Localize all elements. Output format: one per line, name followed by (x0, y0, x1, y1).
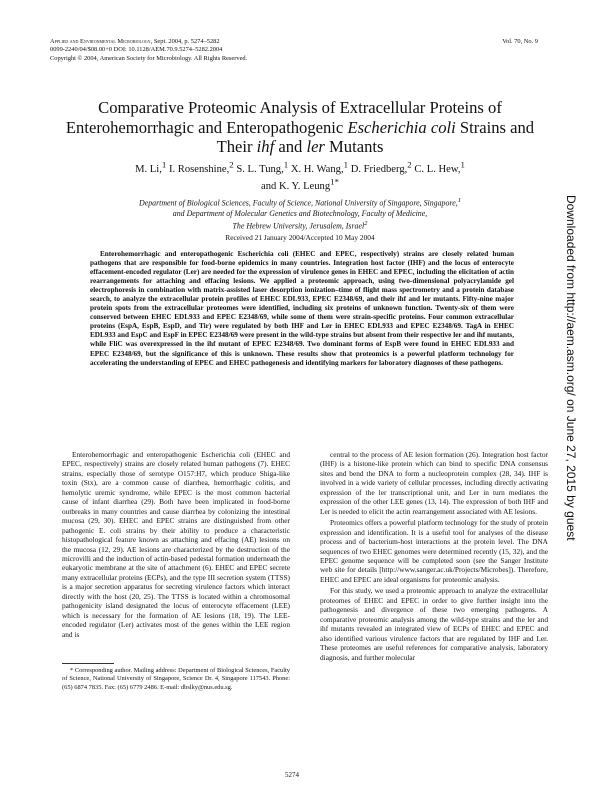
article-title: Comparative Proteomic Analysis of Extracellular Proteins of Enterohemorrhagic and Enteropathogenic Escherichia coli Strains and Their ihf and ler Mutants (65, 98, 535, 156)
page-number: 5274 (285, 771, 299, 779)
author: M. Li,$^1$ (135, 159, 167, 175)
journal-citation (50, 38, 410, 46)
abstract (90, 250, 514, 368)
author: I. Rosenshine,$^2$ (166, 159, 234, 175)
affiliation-3: The Hebrew University, Jerusalem, Israel$^2$ (232, 220, 368, 232)
received-dates: Received 21 January 2004/Accepted 10 May 2004 (225, 233, 375, 242)
body-column-left (62, 450, 290, 639)
body-paragraph: central to the process of AE lesion formation (26). Integration host factor (IHF) is a histone-like protein which can bind to specific DNA consensus sites and bend the DNA to form a nucleoprotein complex (28, 34). IHF is involved in a wide variety of cellular processes, including directly activating expression of the ler transcriptional unit, and Ler in turn mediates the expression of the other LEE genes (13, 14). The expression of both IHF and Ler is needed to elicit the actin rearrangement associated with AE lesions. (320, 450, 548, 516)
author: and K. Y. Leung$^{1*}$ (261, 176, 339, 193)
author: S. L. Tung,$^1$ (233, 159, 289, 175)
affiliations (50, 196, 550, 232)
issue-date: , Sept. 2004, p. 5274–5282 (150, 38, 220, 45)
doi-line: 0099-2240/04/$08.00+0 DOI: 10.1128/AEM.70.9.5274–5282.2004 (50, 46, 223, 54)
author-list (50, 158, 550, 193)
footnote-divider (62, 663, 114, 664)
corresponding-author-footnote: * Corresponding author. Mailing address: Department of Biological Sciences, Faculty of Science, National University of Singapore, Science Dr. 4, Singapore 117543. Phone: (65) 6874 7835. Fax: (65) 6779 2486. E-mail: dbslky@nus.edu.sg. (62, 667, 290, 691)
affiliation-1: Department of Biological Sciences, Faculty of Science, National University of Singapore, Singapore,$^1$ (139, 197, 461, 208)
author: C. L. Hew,$^1$ (411, 159, 465, 175)
affiliation-2: and Department of Molecular Genetics and Biotechnology, Faculty of Medicine, (172, 209, 428, 219)
author: X. H. Wang,$^1$ (288, 159, 349, 175)
journal-header (50, 38, 410, 63)
download-watermark: Downloaded from http://aem.asm.org/ on June 27, 2015 by guest (564, 195, 578, 541)
author: D. Friedberg,$^2$ (348, 159, 412, 175)
abstract-text: Enterohemorrhagic and enteropathogenic Escherichia coli (EHEC and EPEC, respectively) strains are closely related human pathogens that are responsible for food-borne epidemics in many countries. Integration host factor (IHF) and the locus of enterocyte effacement-encoded regulator (Ler) are needed for the expression of virulence genes in EHEC and EPEC, including the elicitation of actin rearrangements for attaching and effacing lesions. We applied a proteomic approach, using two-dimensional polyacrylamide gel electrophoresis in combination with matrix-assisted laser desorption ionization–time of flight mass spectrometry and a protein database search, to analyze the extracellular protein profiles of EHEC EDL933, EPEC E2348/69, and their ihf and ler mutants. Fifty-nine major protein spots from the extracellular proteomes were identified, including six proteins of unknown function. Twenty-six of them were conserved between EHEC EDL933 and EPEC E2348/69, while some of them were strain-specific proteins. Four common extracellular proteins (EspA, EspB, EspD, and Tir) were regulated by both IHF and Ler in EHEC EDL933 and EPEC E2348/69. TagA in EHEC EDL933 and EspC and EspF in EPEC E2348/69 were present in the wild-type strains but absent from their respective ler and ihf mutants, while FliC was overexpressed in the ihf mutant of EPEC E2348/69. Two dominant forms of EspB were found in EHEC EDL933 and EPEC E2348/69, but the significance of this is unknown. These results show that proteomics is a powerful platform technology for accelerating the understanding of EPEC and EHEC pathogenesis and identifying markers for laboratory diagnoses of these pathogens. (90, 250, 514, 367)
body-paragraph: Proteomics offers a powerful platform technology for the study of protein expression and identification. It is a useful tool for analyses of the disease process and of bacterium-host interactions at the protein level. The DNA sequences of two EHEC genomes were determined recently (15, 32), and the EPEC genome sequence will be completed soon (see the Sanger Institute web site for details [http://www.sanger.ac.uk/Projects/Microbes]). Therefore, EHEC and EPEC are ideal organisms for proteomic analysis. (320, 518, 548, 584)
copyright-line: Copyright © 2004, American Society for Microbiology. All Rights Reserved. (50, 54, 248, 62)
journal-name: Applied and Environmental Microbiology (50, 38, 151, 45)
body-column-right (320, 450, 548, 662)
volume-info: Vol. 70, No. 9 (502, 38, 538, 45)
intro-paragraph: Enterohemorrhagic and enteropathogenic Escherichia coli (EHEC and EPEC, respectively) strains are closely related human pathogens (7). EHEC strains, especially those of serotype O157:H7, which produce Shiga-like toxin (Stx), are a common cause of diarrhea, hemorrhagic colitis, and hemolytic uremic syndrome, while EPEC is the most common bacterial cause of infant diarrhea (29). Both have been implicated in food-borne outbreaks in many countries and cause diarrhea by colonizing the intestinal mucosa (29, 30). EHEC and EPEC strains are distinguished from other pathogenic E. coli strains by their ability to produce a characteristic histopathological feature known as attaching and effacing (AE) lesions on the mucosa (12, 29). AE lesions are characterized by the destruction of the microvilli and the induction of actin-based pedestal formation underneath the eukaryotic membrane at the site of attachment (6). EHEC and EPEC secrete many extracellular proteins (ECPs), and the type III secretion system (TTSS) is a major secretion apparatus for secreting virulence factors which interact directly with the host (20, 25). The TTSS is located within a chromosomal pathogenicity island designated the locus of enterocyte effacement (LEE) which is necessary for the formation of AE lesions (18, 19). The LEE-encoded regulator (Ler) activates most of the genes within the LEE region and is (62, 450, 290, 639)
body-paragraph: For this study, we used a proteomic approach to analyze the extracellular proteomes of EHEC and EPEC in order to give further insight into the pathogenesis and divergence of these two emerging pathogens. A comparative proteomic analysis among the wild-type strains and the ler and ihf mutants revealed an integrated view of ECPs of EHEC and EPEC and also identified various virulence factors that are regulated by IHF and Ler. These proteomes are useful references for comparative analysis, laboratory diagnosis, and further molecular (320, 586, 548, 662)
